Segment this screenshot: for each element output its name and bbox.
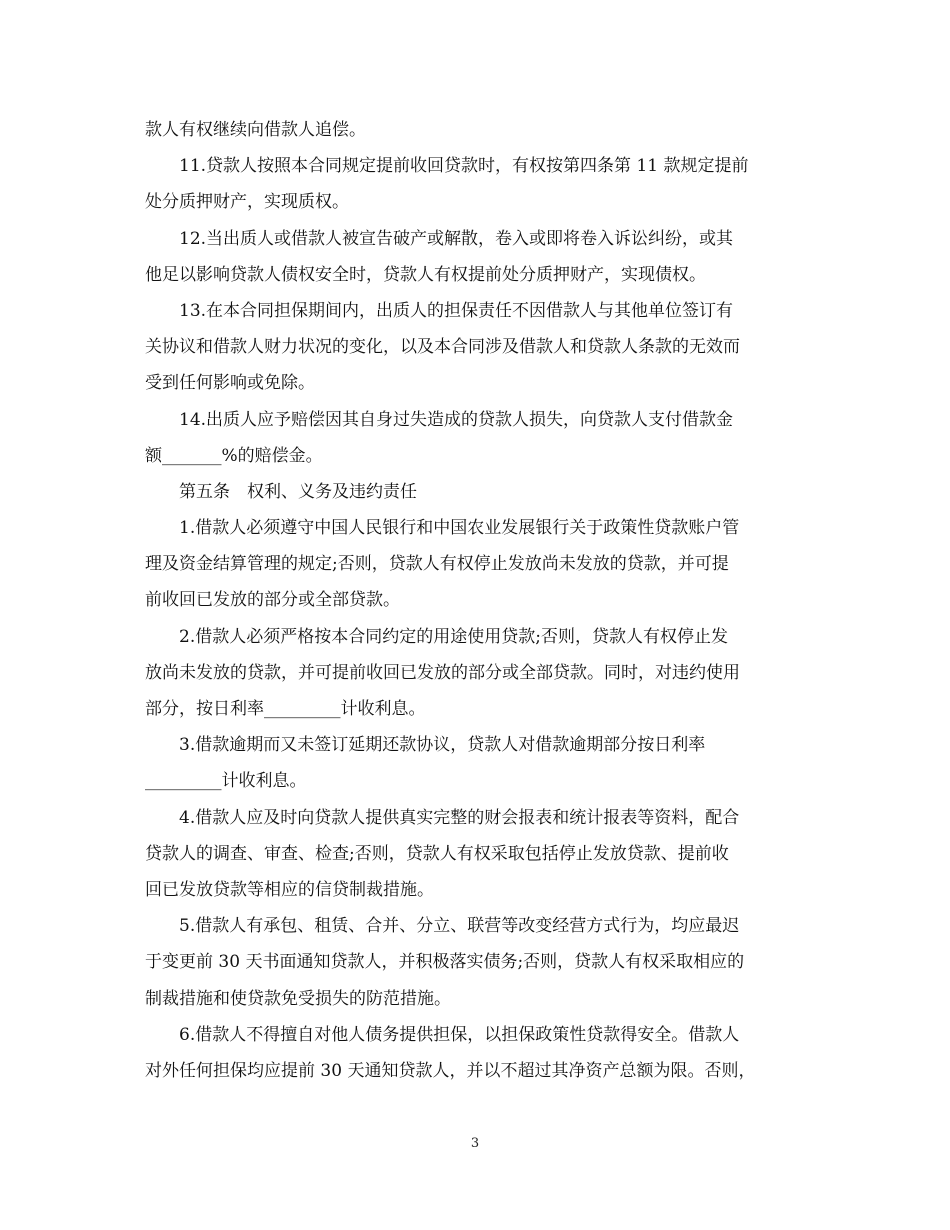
text-line: 回已发放贷款等相应的信贷制裁措施。: [145, 879, 434, 900]
text-line: 于变更前 30 天书面通知贷款人，并积极落实债务;否则，贷款人有权采取相应的: [145, 952, 745, 973]
text-line: 他足以影响贷款人债权安全时，贷款人有权提前处分质押财产，实现债权。: [145, 264, 706, 285]
text-line: 部分，按日利率_________计收利息。: [145, 699, 426, 719]
text-line: 额_______%的赔偿金。: [145, 445, 323, 466]
text-line: 处分质押财产，实现质权。: [145, 192, 349, 213]
text-line: _________计收利息。: [145, 771, 307, 792]
text-line: 制裁措施和使贷款免受损失的防范措施。: [145, 988, 451, 1009]
section-heading: 第五条 权利、义务及违约责任: [179, 481, 417, 502]
text-line: 理及资金结算管理的规定;否则，贷款人有权停止发放尚未发放的贷款，并可提: [145, 554, 729, 575]
text-line: 受到任何影响或免除。: [145, 373, 315, 394]
text-line: 前收回已发放的部分或全部贷款。: [145, 590, 400, 611]
document-body: [145, 112, 805, 1089]
text-line: 12.当出质人或借款人被宣告破产或解散，卷入或即将卷入诉讼纠纷，或其: [179, 228, 734, 249]
text-line: 款人有权继续向借款人追偿。: [145, 120, 366, 140]
text-line: 13.在本合同担保期间内，出质人的担保责任不因借款人与其他单位签订有: [179, 300, 734, 321]
text-line: 5.借款人有承包、租赁、合并、分立、联营等改变经营方式行为，均应最迟: [179, 916, 740, 937]
text-line: 4.借款人应及时向贷款人提供真实完整的财会报表和统计报表等资料，配合: [179, 807, 740, 828]
text-line: 11.贷款人按照本合同规定提前收回贷款时，有权按第四条第 11 款规定提前: [179, 156, 749, 177]
text-line: 6.借款人不得擅自对他人债务提供担保，以担保政策性贷款得安全。借款人: [179, 1024, 740, 1045]
text-line: 1.借款人必须遵守中国人民银行和中国农业发展银行关于政策性贷款账户管: [179, 518, 740, 539]
text-line: 贷款人的调查、审查、检查;否则，贷款人有权采取包括停止发放贷款、提前收: [145, 843, 729, 864]
text-line: 14.出质人应予赔偿因其自身过失造成的贷款人损失，向贷款人支付借款金: [179, 409, 734, 430]
text-line: 对外任何担保均应提前 30 天通知贷款人，并以不超过其净资产总额为限。否则，: [145, 1060, 756, 1081]
text-line: 2.借款人必须严格按本合同约定的用途使用贷款;否则，贷款人有权停止发: [179, 626, 728, 647]
text-line: 3.借款逾期而又未签订延期还款协议，贷款人对借款逾期部分按日利率: [179, 735, 706, 756]
text-line: 放尚未发放的贷款，并可提前收回已发放的部分或全部贷款。同时，对违约使用: [145, 662, 740, 683]
text-line: 关协议和借款人财力状况的变化，以及本合同涉及借款人和贷款人条款的无效而: [145, 337, 740, 358]
page-number: 3: [470, 1136, 480, 1151]
